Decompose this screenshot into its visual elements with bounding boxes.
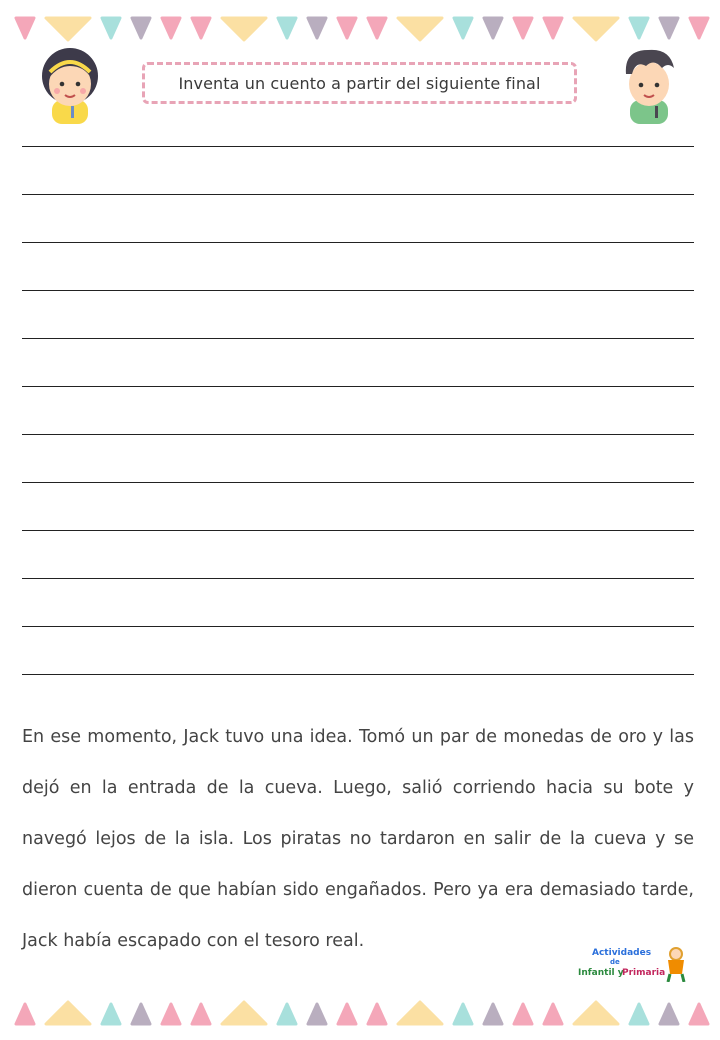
bunting-flag-icon (454, 18, 472, 38)
bunting-flag-icon (574, 1002, 618, 1024)
bunting-flag-icon (16, 1004, 34, 1024)
writing-line (22, 482, 694, 483)
bunting-flag-icon (16, 18, 34, 38)
bunting-flag-icon (308, 18, 326, 38)
bunting-flag-icon (338, 1004, 356, 1024)
bunting-flag-icon (454, 1004, 472, 1024)
bunting-flag-icon (574, 18, 618, 40)
bunting-flag-icon (484, 18, 502, 38)
bottom-bunting (0, 994, 720, 1028)
logo-text-line3: Infantil y (578, 968, 624, 978)
logo-text-line4: Primaria (622, 968, 666, 978)
logo (578, 946, 690, 984)
bunting-flag-icon (484, 1004, 502, 1024)
bunting-flag-icon (660, 18, 678, 38)
writing-line (22, 434, 694, 435)
top-bunting (0, 14, 720, 48)
bunting-flag-icon (162, 1004, 180, 1024)
writing-line (22, 290, 694, 291)
bunting-flag-icon (368, 1004, 386, 1024)
writing-line (22, 146, 694, 147)
boy-avatar-icon (618, 44, 680, 124)
bunting-flag-icon (690, 1004, 708, 1024)
bunting-flag-icon (222, 18, 266, 40)
bunting-flag-icon (278, 18, 296, 38)
writing-line (22, 674, 694, 675)
writing-line (22, 578, 694, 579)
logo-text-line1: Actividades (592, 948, 652, 958)
bunting-flag-icon (278, 1004, 296, 1024)
bunting-flag-icon (398, 1002, 442, 1024)
bunting-flag-icon (544, 18, 562, 38)
bunting-flag-icon (514, 18, 532, 38)
bunting-flag-icon (132, 18, 150, 38)
writing-line (22, 386, 694, 387)
bunting-flag-icon (46, 1002, 90, 1024)
title-box (142, 62, 577, 104)
bunting-flag-icon (544, 1004, 562, 1024)
girl-avatar-icon (38, 44, 102, 124)
bunting-flag-icon (192, 18, 210, 38)
logo-kid-icon (664, 946, 688, 982)
bunting-flag-icon (102, 18, 120, 38)
writing-line (22, 530, 694, 531)
logo-text-line2: de (610, 958, 620, 966)
bunting-flag-icon (368, 18, 386, 38)
bunting-flag-icon (162, 18, 180, 38)
bunting-flag-icon (630, 1004, 648, 1024)
bunting-flag-icon (222, 1002, 266, 1024)
bunting-flag-icon (308, 1004, 326, 1024)
bunting-flag-icon (102, 1004, 120, 1024)
bunting-flag-icon (630, 18, 648, 38)
bunting-flag-icon (514, 1004, 532, 1024)
bunting-flag-icon (132, 1004, 150, 1024)
bunting-flag-icon (398, 18, 442, 40)
bunting-flag-icon (660, 1004, 678, 1024)
bunting-flag-icon (338, 18, 356, 38)
writing-line (22, 338, 694, 339)
page-title: Inventa un cuento a partir del siguiente final (178, 73, 541, 93)
writing-line (22, 194, 694, 195)
bunting-flag-icon (46, 18, 90, 40)
bunting-flag-icon (192, 1004, 210, 1024)
writing-line (22, 242, 694, 243)
writing-line (22, 626, 694, 627)
story-ending-text: En ese momento, Jack tuvo una idea. Tomó un par de monedas de oro y las dejó en la entrada de la cueva. Luego, salió corriendo hacia su bote y navegó lejos de la isla. Los piratas no tardaron en salir de la cueva y se dieron cuenta de que habían sido engañados. Pero ya era demasiado tarde, Jack había escapado con el tesoro real. (22, 727, 694, 951)
bunting-flag-icon (690, 18, 708, 38)
